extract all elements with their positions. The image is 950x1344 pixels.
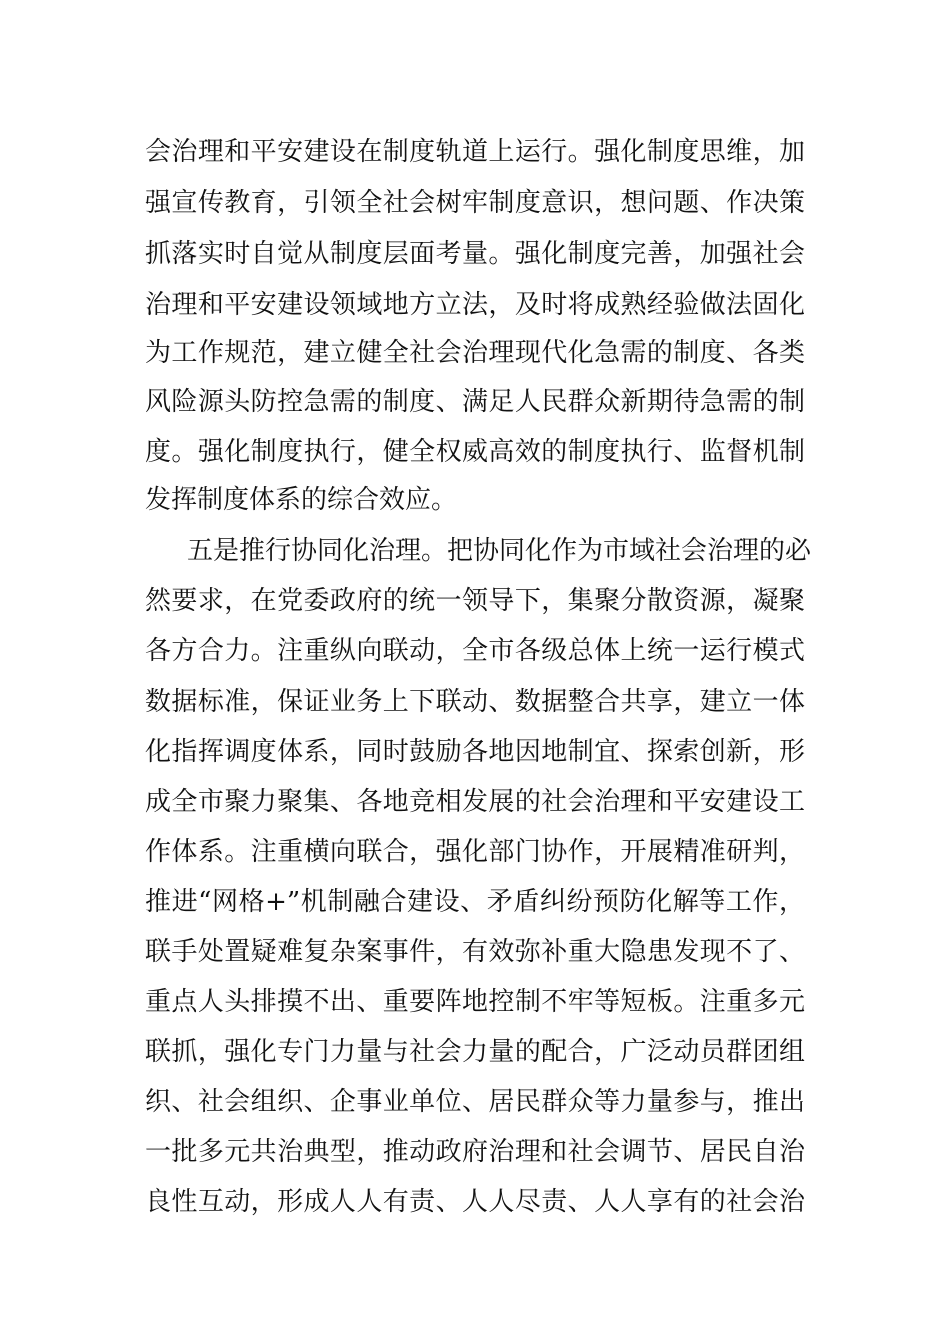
- text-line: 各方合力。注重纵向联动，全市各级总体上统一运行模式: [145, 636, 805, 666]
- text-line: 风险源头防控急需的制度、满足人民群众新期待急需的制: [145, 387, 805, 417]
- text-line: 强宣传教育，引领全社会树牢制度意识，想问题、作决策: [145, 188, 805, 218]
- text-line: 推进“网格+”机制融合建设、矛盾纠纷预防化解等工作，: [145, 887, 805, 917]
- text-line: 成全市聚力聚集、各地竞相发展的社会治理和平安建设工: [145, 787, 805, 817]
- text-line: 会治理和平安建设在制度轨道上运行。强化制度思维，加: [145, 137, 805, 167]
- text-line: 良性互动，形成人人有责、人人尽责、人人享有的社会治: [145, 1187, 805, 1217]
- text-line: 发挥制度体系的综合效应。: [145, 485, 458, 515]
- text-line: 一批多元共治典型，推动政府治理和社会调节、居民自治: [145, 1137, 805, 1167]
- text-line: 治理和平安建设领域地方立法，及时将成熟经验做法固化: [145, 290, 805, 320]
- text-line: 然要求，在党委政府的统一领导下，集聚分散资源，凝聚: [145, 586, 805, 616]
- text-line: 重点人头排摸不出、重要阵地控制不牢等短板。注重多元: [145, 987, 805, 1017]
- text-line: 数据标准，保证业务上下联动、数据整合共享，建立一体: [145, 687, 805, 717]
- text-line: 为工作规范，建立健全社会治理现代化急需的制度、各类: [145, 338, 805, 368]
- text-line: 度。强化制度执行，健全权威高效的制度执行、监督机制: [145, 437, 805, 467]
- text-line: 抓落实时自觉从制度层面考量。强化制度完善，加强社会: [145, 239, 805, 269]
- text-line: 作体系。注重横向联合，强化部门协作，开展精准研判，: [145, 837, 805, 867]
- text-line: 织、社会组织、企事业单位、居民群众等力量参与，推出: [145, 1087, 805, 1117]
- text-line: 联抓，强化专门力量与社会力量的配合，广泛动员群团组: [145, 1037, 805, 1067]
- paragraph-first-line: 五是推行协同化治理。把协同化作为市域社会治理的必: [187, 536, 812, 566]
- text-line: 化指挥调度体系，同时鼓励各地因地制宜、探索创新，形: [145, 737, 805, 767]
- text-line: 联手处置疑难复杂案事件，有效弥补重大隐患发现不了、: [145, 937, 805, 967]
